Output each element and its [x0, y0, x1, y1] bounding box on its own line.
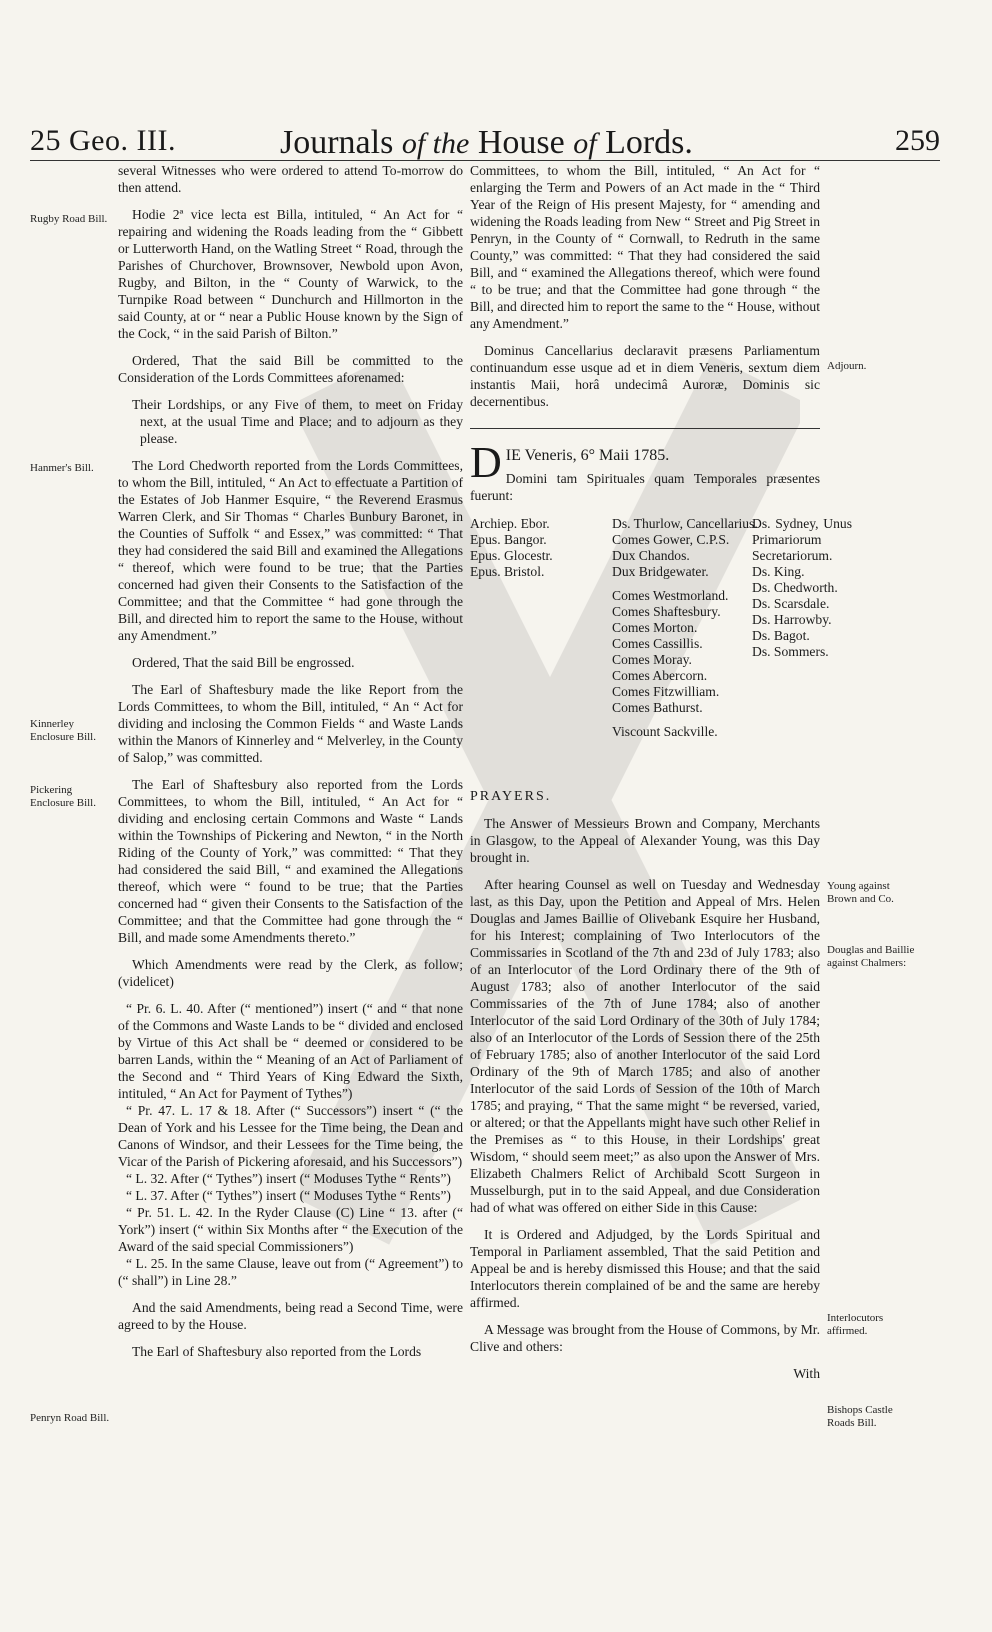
margin-note: Penryn Road Bill.: [30, 1412, 110, 1424]
amendments-list: [118, 1000, 463, 1289]
lord-entry: Epus. Bristol.: [470, 564, 545, 579]
lord-entry: Comes Morton.: [612, 620, 698, 635]
amendment: “ L. 25. In the same Clause, leave out from (“ Agreement”) to (“ shall”) in Line 28.”: [118, 1256, 463, 1288]
lord-entry: Comes Westmorland.: [612, 588, 729, 603]
sitting-date: D IE Veneris, 6° Maii 1785.: [470, 438, 670, 487]
paragraph: After hearing Counsel as well on Tuesday and Wednesday last, as this Day, upon the Petition and Appeal of Mrs. Helen Douglas and James Baillie of Olivebank Esquire her Husband, for his Interest; complaining of Two Interlocutors of the Commissaries in Scotland of the 7th and 23d of July 1783; also of an Interlocutor of the Lord Ordinary there of the 9th of August 1783; also of another Interlocutor of the said Commissaries of the 7th of June 1784; also of another Interlocutor of the said Lord Ordinary of the 30th of July 1784; also of an Interlocutor of the Lords of Session there of the 25th of February 1785; also of another Interlocutor of the said Lord Ordinary of the 9th of March 1785; and also of another Interlocutor of the said Lords of Session of the 10th of March 1785; and praying, “ That the same might “ be reversed, varied, or altered; or that the Appellants might have such other Relief in the Premises as “ to this House, in their Lordships' great Wisdom, “ should seem meet;” as also upon the Answer of Mrs. Elizabeth Chalmers Relict of Archibald Scott Surgeon in Musselburgh, put in to the said Appeal, and due Consideration had of what was offered on either Side in this Cause:: [470, 877, 820, 1215]
regnal-year: 25 Geo. III.: [30, 124, 176, 157]
attendance-heading: Domini tam Spirituales quam Temporales præsentes fuerunt:: [470, 471, 820, 503]
paragraph: The Answer of Messieurs Brown and Company, Merchants in Glasgow, to the Appeal of Alexander Young, was this Day brought in.: [470, 816, 820, 865]
margin-note: Hanmer's Bill.: [30, 462, 94, 474]
drop-cap: D: [470, 438, 502, 487]
margin-note: Interlocutors affirmed.: [827, 1312, 884, 1337]
margin-note: Adjourn.: [827, 360, 867, 372]
journal-title: Journals of the House of Lords.: [280, 124, 693, 161]
header-rule: [30, 160, 940, 161]
prayers-heading: PRAYERS.: [470, 789, 552, 804]
margin-note: Kinnerley Enclosure Bill.: [30, 718, 96, 743]
paragraph: several Witnesses who were ordered to attend To-morrow do then attend.: [118, 163, 463, 195]
lord-entry: Ds. Sommers.: [752, 644, 829, 659]
paragraph: The Earl of Shaftesbury made the like Report from the Lords Committees, to whom the Bill, intituled, “ An “ Act for dividing and inclosing the Common Fields “ and Waste Lands within the Manors of Kinnerley and “ Melverley, in the County of Salop,” was committed.: [118, 682, 463, 765]
lord-entry: Comes Moray.: [612, 652, 692, 667]
lord-entry: Ds. Chedworth.: [752, 580, 838, 595]
lord-entry: Comes Gower, C.P.S.: [612, 532, 730, 547]
lord-entry: Ds. Thurlow, Cancellarius.: [612, 516, 758, 531]
lord-entry: Comes Bathurst.: [612, 700, 703, 715]
section-rule: [470, 428, 820, 429]
margin-note: Bishops Castle Roads Bill.: [827, 1404, 893, 1429]
amendment: “ Pr. 51. L. 42. In the Ryder Clause (C) Line “ 13. after (“ York”) insert (“ within Six Months after “ the Execution of the Award of the said special Commissioners”): [118, 1205, 463, 1254]
paragraph: Committees, to whom the Bill, intituled, “ An Act for “ enlarging the Term and Powers of an Act made in the “ Third Year of the Reign of His present Majesty, for “ amending and widening the Roads leading from New “ Street and Pig Street in Penryn, in the County of “ Cornwall, to Redruth in the same County,” was committed: “ That they had considered the said Bill, and “ examined the Allegations thereof, which were found “ to be true; and that the Committee had gone through “ the Bill, and directed him to report the same to the “ House, without any Amendment.”: [470, 163, 820, 331]
margin-note: Young against Brown and Co.: [827, 880, 894, 905]
lord-entry: Ds. Scarsdale.: [752, 596, 830, 611]
lord-entry: Epus. Glocestr.: [470, 548, 553, 563]
paragraph: The Lord Chedworth reported from the Lords Committees, to whom the Bill, intituled, “ An Act to effectuate a Partition of the Estates of Job Hanmer Esquire, “ the Reverend Erasmus Warren Clerk, and Sir Thomas “ Charles Bunbury Baronet, in the Counties of Suffolk “ and Essex,” was committed: “ That they had considered the said Bill and examined the Allegations “ thereof, which were found to be true; that the Parties concerned had given their Consents to the Satisfaction of the Committee; and that the Committee “ had gone through the Bill, and directed him to report the same to the House, without any Amendment.”: [118, 458, 463, 643]
margin-note: Douglas and Baillie against Chalmers:: [827, 944, 915, 969]
lord-entry: Epus. Bangor.: [470, 532, 547, 547]
lord-entry: Comes Cassillis.: [612, 636, 703, 651]
lords-column-barons: [752, 516, 852, 660]
amendment: “ Pr. 47. L. 17 & 18. After (“ Successors”) insert “ (“ the Dean of York and his Lessee for the Time being, the Dean and Canons of Windsor, and their Lessees for the Time being, the Vicar of the Parish of Pickering aforesaid, and his Successors”): [118, 1103, 463, 1169]
lord-entry: Ds. Sydney, Unus Primariorum Secretariorum.: [752, 516, 852, 563]
paragraph: And the said Amendments, being read a Second Time, were agreed to by the House.: [118, 1300, 463, 1332]
paragraph: Their Lordships, or any Five of them, to meet on Friday next, at the usual Time and Place; and to adjourn as they please.: [132, 397, 463, 446]
lord-entry: Archiep. Ebor.: [470, 516, 550, 531]
paragraph: The Earl of Shaftesbury also reported from the Lords: [132, 1344, 422, 1359]
paragraph: It is Ordered and Adjudged, by the Lords Spiritual and Temporal in Parliament assembled, That the said Petition and Appeal be and is hereby dismissed this House; and that the said Interlocutors therein complained of be and the same are hereby affirmed.: [470, 1227, 820, 1310]
amendment: “ L. 37. After (“ Tythes”) insert (“ Moduses Tythe “ Rents”): [126, 1188, 451, 1203]
lord-entry: Comes Abercorn.: [612, 668, 708, 683]
paragraph: Dominus Cancellarius declaravit præsens Parliamentum continuandum esse usque ad et in diem Veneris, sextum diem instantis Maii, horâ undecimâ Auroræ, Dominis sic decernentibus.: [470, 343, 820, 409]
paragraph: Which Amendments were read by the Clerk, as follow; (videlicet): [118, 957, 463, 989]
paragraph: Ordered, That the said Bill be engrossed.: [132, 655, 355, 670]
amendment: “ Pr. 6. L. 40. After (“ mentioned”) insert (“ and “ that none of the Commons and Waste Lands to be “ divided and enclosed by Virtue of this Act shall be “ deemed or considered to be barren Lands, within the “ Meaning of an Act of Parliament of the Second and “ Third Years of King Edward the Sixth, intituled, “ An Act for Payment of Tythes”): [118, 1001, 463, 1101]
lord-entry: Ds. Bagot.: [752, 628, 810, 643]
margin-note: Pickering Enclosure Bill.: [30, 784, 96, 809]
margin-note: Rugby Road Bill.: [30, 213, 108, 225]
amendment: “ L. 32. After (“ Tythes”) insert (“ Moduses Tythe “ Rents”): [126, 1171, 451, 1186]
lords-column-temporal: [612, 516, 760, 740]
left-column: [118, 162, 463, 1370]
lord-entry: Ds. Harrowby.: [752, 612, 832, 627]
lords-column-spiritual: [470, 516, 610, 580]
lord-entry: Dux Chandos.: [612, 548, 690, 563]
lords-present: [470, 516, 852, 788]
paragraph: The Earl of Shaftesbury also reported from the Lords Committees, to whom the Bill, intituled, “ An Act for “ dividing and enclosing certain Commons and Waste “ Lands within the Townships of Pickering and Newton, “ in the North Riding of the County of York,” was committed: “ That they had considered the said Bill, “ and examined the Allegations thereof, which were “ found to be true; that the Parties concerned had “ given their Consents to the Satisfaction of the Committee; and that the Committee had gone through the “ Bill, and made some Amendments thereto.”: [118, 777, 463, 945]
paragraph: Hodie 2ª vice lecta est Billa, intituled, “ An Act for “ repairing and widening the Roads leading from the “ Gibbett or Lutterworth Hand, on the Watling Street “ Road, through the Parishes of Churchover, Brownsover, Newbold upon Avon, Rugby, and Bilton, in the “ County of Warwick, to the Turnpike Road between “ Dunchurch and Hillmorton in the said County, at or “ near a Public House known by the Sign of the Cock, “ in the said Parish of Bilton.”: [118, 207, 463, 341]
lord-entry: Comes Shaftesbury.: [612, 604, 721, 619]
lord-entry: Dux Bridgewater.: [612, 564, 709, 579]
lord-entry: Comes Fitzwilliam.: [612, 684, 720, 699]
paragraph: A Message was brought from the House of Commons, by Mr. Clive and others:: [470, 1322, 820, 1354]
paragraph: Ordered, That the said Bill be committed to the Consideration of the Lords Committees aforenamed:: [118, 353, 463, 385]
page-number: 259: [895, 124, 940, 157]
page-header: [30, 118, 940, 166]
lord-entry: Ds. King.: [752, 564, 805, 579]
lord-entry: Viscount Sackville.: [612, 724, 718, 739]
catchword: With: [793, 1366, 820, 1381]
